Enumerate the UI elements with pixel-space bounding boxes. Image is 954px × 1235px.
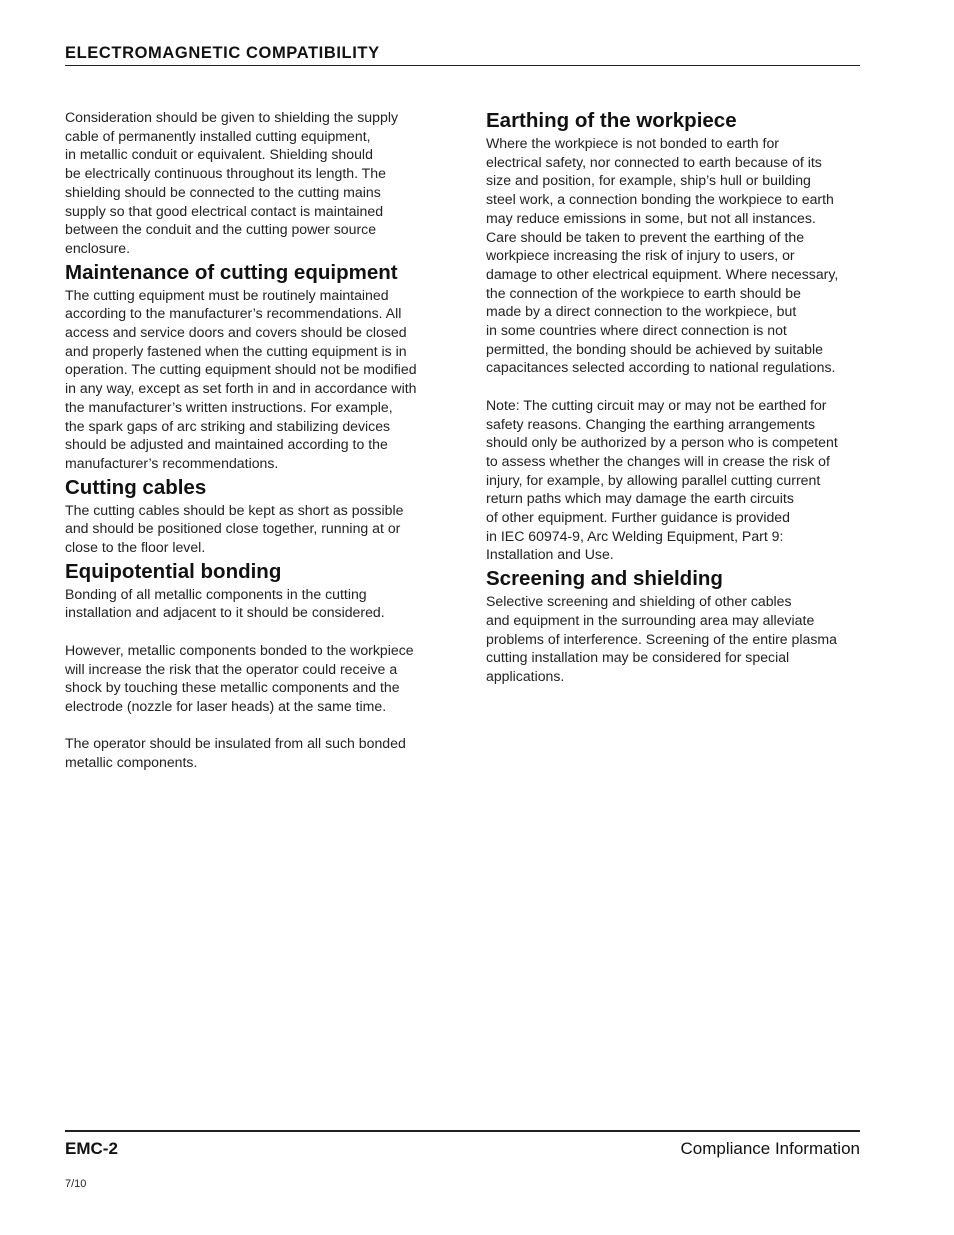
intro-paragraph: Consideration should be given to shielding the supply cable of permanently installed cutting equipment, in metallic conduit or equivalent. Shielding should be electrically continuous throughout its length. The shielding should be connected to the cutting mains supply so that good electrical contact is maintained between the conduit and the cutting power source enclosure. — [65, 109, 398, 256]
bonding-paragraph-1: Bonding of all metallic components in the cutting installation and adjacent to it should be considered. — [65, 585, 385, 621]
bonding-paragraph-3: The operator should be insulated from all such bonded metallic components. — [65, 735, 406, 771]
footer-date: 7/10 — [65, 1178, 87, 1190]
maintenance-paragraph: The cutting equipment must be routinely maintained according to the manufacturer’s recommendations. All access and service doors and covers should be closed and properly fastened when the cutting equipment is in operation. The cutting equipment should not be modified in any way, except as set forth in and in accordance with the manufacturer’s written instructions. For example, the spark gaps of arc striking and stabilizing devices should be adjusted and maintained according to the manufacturer’s recommendations. — [65, 286, 417, 471]
cutting-cables-paragraph: The cutting cables should be kept as short as possible and should be positioned close together, running at or close to the floor level. — [65, 501, 404, 556]
earthing-heading: Earthing of the workpiece — [486, 109, 737, 132]
equipotential-bonding-heading: Equipotential bonding — [65, 559, 282, 583]
left-column — [65, 108, 445, 772]
footer-section-label: Compliance Information — [680, 1139, 860, 1158]
footer-divider — [65, 1130, 860, 1132]
header-title: ELECTROMAGNETIC COMPATIBILITY — [65, 44, 380, 62]
earthing-paragraph-1: Where the workpiece is not bonded to earth for electrical safety, nor connected to earth because of its size and position, for example, ship’s hull or building steel work, a connection bonding the workpiece to earth may reduce emissions in some, but not all instances. Care should be taken to prevent the earthing of the workpiece increasing the risk of injury to users, or damage to other electrical equipment. Where necessary, the connection of the workpiece to earth should be made by a direct connection to the workpiece, but in some countries where direct connection is not permitted, the bonding should be achieved by suitable capacitances selected according to national regulations. — [486, 135, 839, 376]
screening-paragraph: Selective screening and shielding of other cables and equipment in the surrounding area may alleviate problems of interference. Screening of the entire plasma cutting installation may be considered for special applications. — [486, 593, 837, 684]
earthing-note-paragraph: Note: The cutting circuit may or may not be earthed for safety reasons. Changing the earthing arrangements should only be authorized by a person who is competent to assess whether the changes will in crease the risk of injury, for example, by allowing parallel cutting current return paths which may damage the earth circuits of other equipment. Further guidance is provided in IEC 60974-9, Arc Welding Equipment, Part 9: Installation and Use. — [486, 396, 838, 563]
footer-page-label: EMC-2 — [65, 1139, 118, 1158]
right-column — [486, 108, 864, 686]
page-header — [65, 43, 860, 66]
cutting-cables-heading: Cutting cables — [65, 475, 207, 499]
screening-heading: Screening and shielding — [486, 567, 723, 591]
bonding-paragraph-2: However, metallic components bonded to the workpiece will increase the risk that the operator could receive a shock by touching these metallic components and the electrode (nozzle for laser heads) at the same time. — [65, 641, 414, 714]
maintenance-heading: Maintenance of cutting equipment — [65, 260, 398, 284]
